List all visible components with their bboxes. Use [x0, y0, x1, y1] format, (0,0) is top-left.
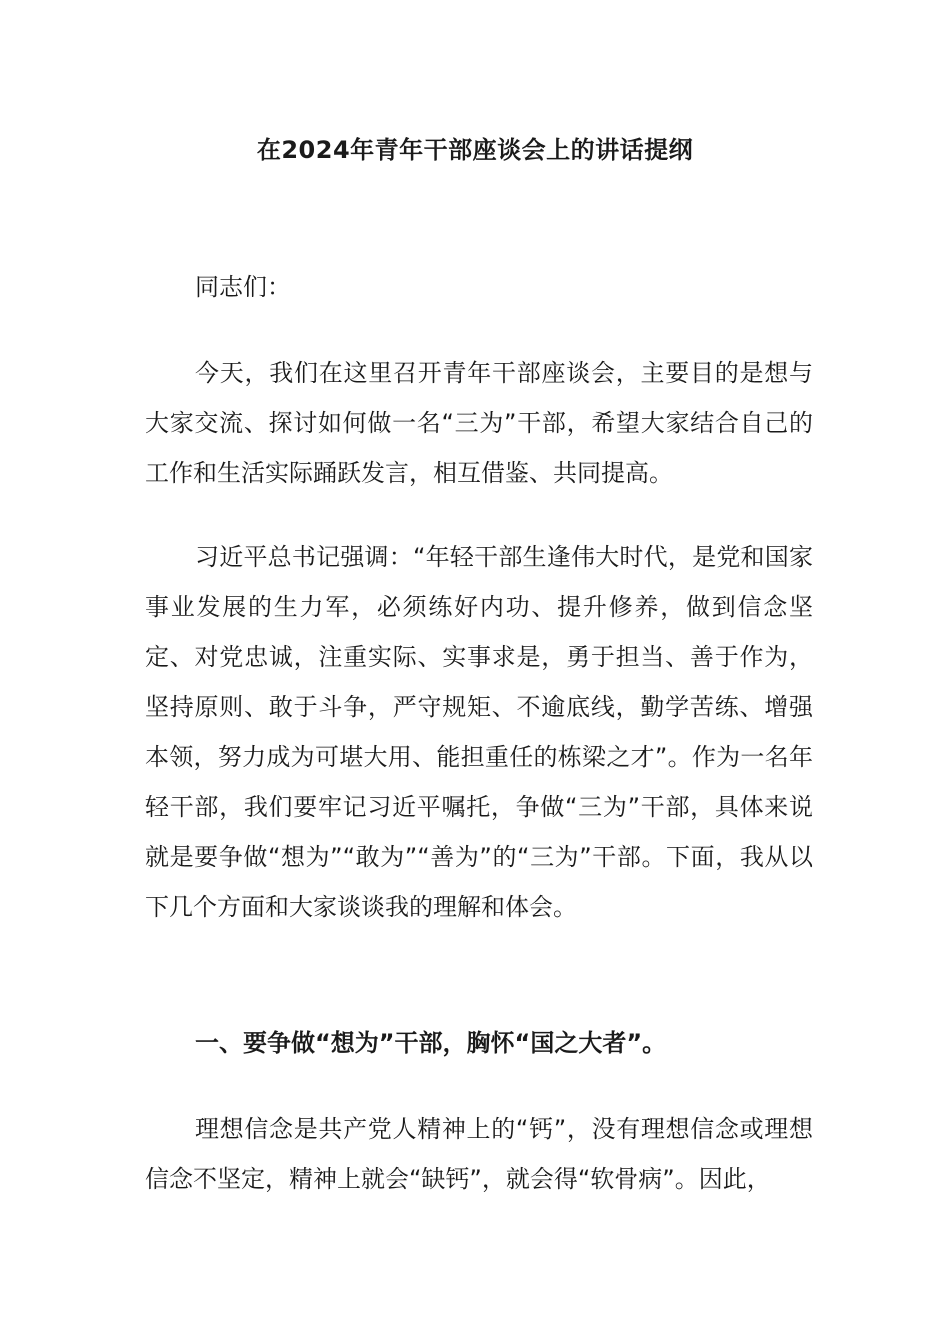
section-paragraph: 理想信念是共产党人精神上的“钙”，没有理想信念或理想信念不坚定，精神上就会“缺钙”，就会得“软骨病”。因此， [145, 1115, 813, 1193]
paragraph-quote: 习近平总书记强调：“年轻干部生逢伟大时代，是党和国家事业发展的生力军，必须练好内功、提升修养，做到信念坚定、对党忠诚，注重实际、实事求是，勇于担当、善于作为，坚持原则、敢于斗争，严守规矩、不逾底线，勤学苦练、增强本领，努力成为可堪大用、能担重任的栋梁之才”。作为一名年轻干部，我们要牢记习近平嘱托，争做“三为”干部，具体来说就是要争做“想为”“敢为”“善为”的“三为”干部。下面，我从以下几个方面和大家谈谈我的理解和体会。 [145, 543, 813, 921]
section-heading: 一、要争做“想为”干部，胸怀“国之大者”。 [195, 1029, 667, 1057]
document-title: 在2024年青年干部座谈会上的讲话提纲 [256, 136, 694, 164]
salutation: 同志们： [195, 273, 291, 301]
paragraph-intro: 今天，我们在这里召开青年干部座谈会，主要目的是想与大家交流、探讨如何做一名“三为”干部，希望大家结合自己的工作和生活实际踊跃发言，相互借鉴、共同提高。 [145, 359, 813, 487]
